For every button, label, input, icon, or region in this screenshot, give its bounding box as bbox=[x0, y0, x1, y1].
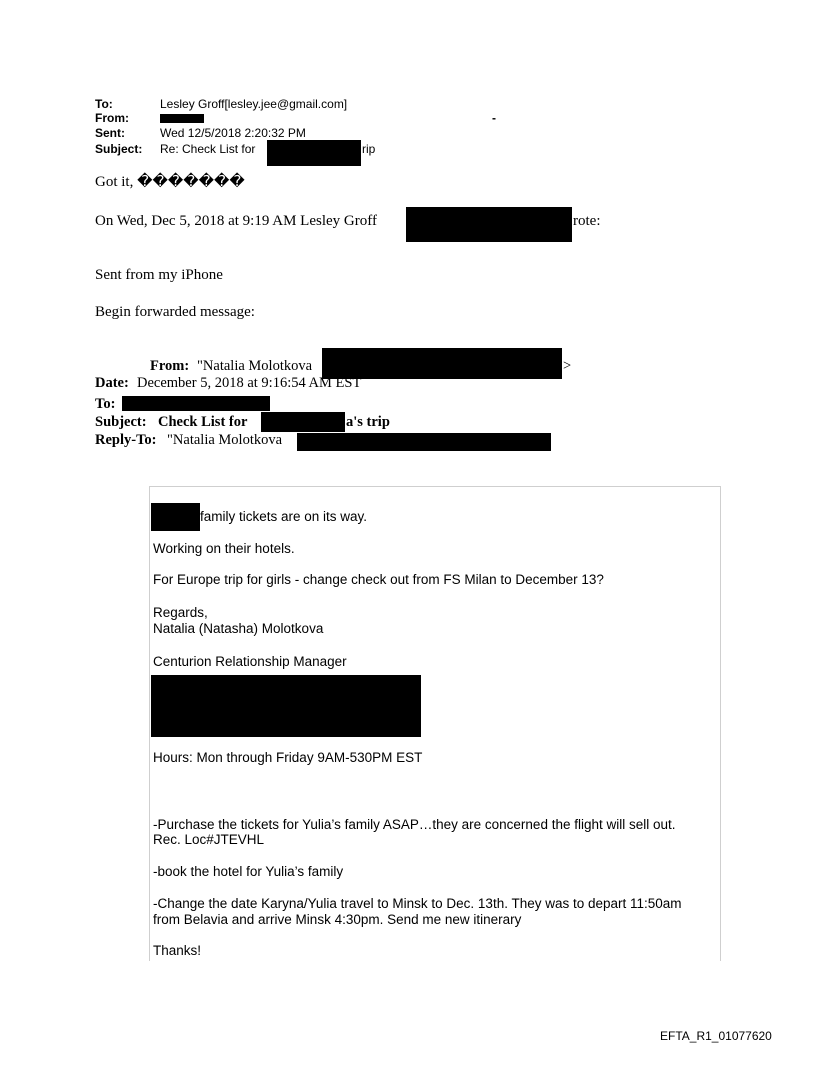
fwd-from-tail: > bbox=[563, 358, 572, 374]
message-task-recloc: Rec. Loc#JTEVHL bbox=[153, 832, 265, 847]
fwd-replyto-value: "Natalia Molotkova bbox=[167, 432, 283, 448]
from-dash: - bbox=[492, 111, 496, 125]
message-signature-name: Natalia (Natasha) Molotkova bbox=[153, 621, 324, 636]
subject-value-b: rip bbox=[362, 142, 376, 156]
message-hours: Hours: Mon through Friday 9AM-530PM EST bbox=[153, 750, 423, 765]
fwd-to-label: To: bbox=[95, 396, 116, 412]
message-line-europe: For Europe trip for girls - change check out from FS Milan to December 13? bbox=[153, 572, 604, 587]
redaction-from bbox=[160, 114, 204, 123]
on-wed-tail: rote: bbox=[573, 213, 601, 229]
fwd-date-label: Date: bbox=[95, 375, 129, 391]
redaction-email-address bbox=[406, 207, 572, 242]
to-label: To: bbox=[95, 97, 113, 111]
begin-forwarded: Begin forwarded message: bbox=[95, 304, 255, 320]
forwarded-message-box bbox=[149, 486, 721, 961]
on-wed-text: On Wed, Dec 5, 2018 at 9:19 AM Lesley Groff bbox=[95, 213, 377, 229]
message-regards: Regards, bbox=[153, 605, 208, 620]
message-signature-title: Centurion Relationship Manager bbox=[153, 654, 347, 669]
sent-from-iphone: Sent from my iPhone bbox=[95, 267, 223, 283]
to-value: Lesley Groff[lesley.jee@gmail.com] bbox=[160, 97, 348, 111]
document-id: EFTA_R1_01077620 bbox=[660, 1029, 772, 1043]
fwd-replyto-label: Reply-To: bbox=[95, 432, 157, 448]
message-line-tickets: family tickets are on its way. bbox=[200, 509, 368, 524]
subject-value-a: Re: Check List for bbox=[160, 142, 256, 156]
redaction-fwd-replyto bbox=[297, 433, 551, 451]
message-task-hotel: -book the hotel for Yulia’s family bbox=[153, 864, 344, 879]
message-task-purchase: -Purchase the tickets for Yulia’s family ASAP…they are concerned the flight will sell out. bbox=[153, 817, 676, 832]
redaction-subject bbox=[267, 140, 361, 166]
redaction-family-name bbox=[151, 503, 200, 531]
fwd-subject-value-b: a's trip bbox=[346, 414, 390, 430]
message-task-change-date-cont: from Belavia and arrive Minsk 4:30pm. Send me new itinerary bbox=[153, 912, 522, 927]
got-it-text: Got it, ������� bbox=[95, 174, 245, 190]
fwd-subject-label: Subject: bbox=[95, 414, 147, 430]
message-task-change-date: -Change the date Karyna/Yulia travel to Minsk to Dec. 13th. They was to depart 11:50am bbox=[153, 896, 682, 911]
message-line-hotels: Working on their hotels. bbox=[153, 541, 295, 556]
redaction-fwd-to bbox=[122, 396, 270, 411]
redaction-contact-info bbox=[151, 675, 421, 737]
fwd-date-value: December 5, 2018 at 9:16:54 AM EST bbox=[137, 375, 362, 391]
sent-value: Wed 12/5/2018 2:20:32 PM bbox=[160, 126, 306, 140]
message-thanks: Thanks! bbox=[153, 943, 202, 958]
subject-label: Subject: bbox=[95, 142, 143, 156]
from-label: From: bbox=[95, 111, 129, 125]
fwd-subject-value-a: Check List for bbox=[158, 414, 248, 430]
fwd-from-value: "Natalia Molotkova bbox=[197, 358, 313, 374]
fwd-from-label: From: bbox=[150, 358, 190, 374]
redaction-fwd-subject bbox=[261, 412, 345, 432]
sent-label: Sent: bbox=[95, 126, 125, 140]
